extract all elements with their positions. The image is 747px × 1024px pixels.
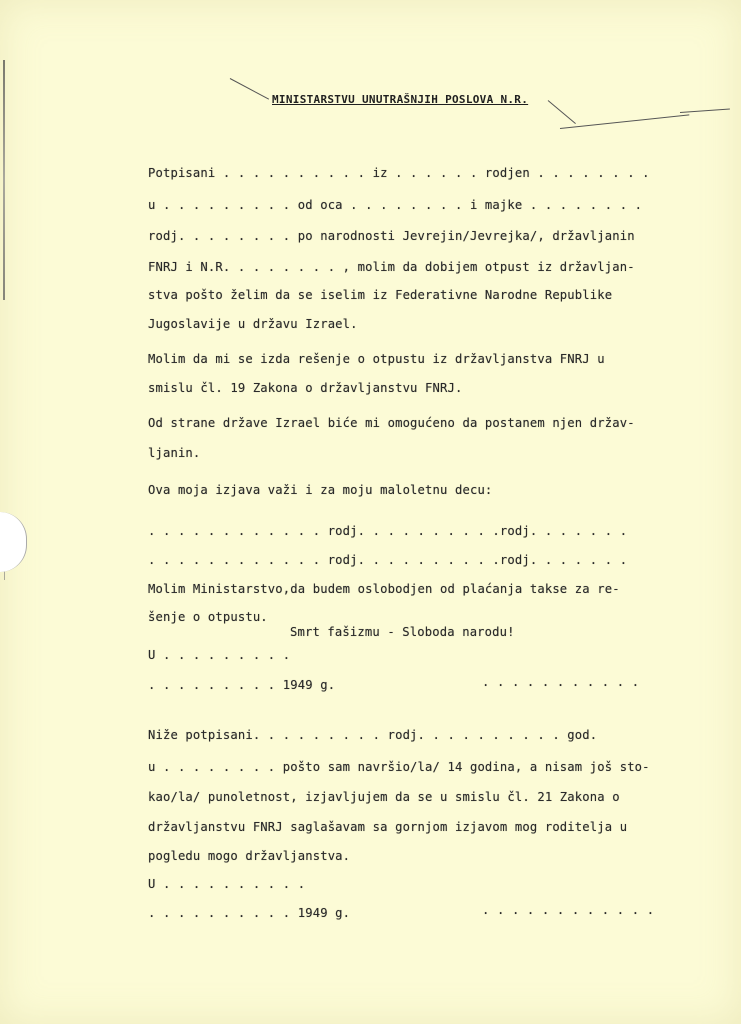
text-line: u . . . . . . . . pošto sam navršio/la/ 14 godina, a nisam još sto-	[148, 760, 650, 774]
text-line: Molim Ministarstvo,da budem oslobodjen od plaćanja takse za re-	[148, 582, 620, 596]
text-line: Jugoslavije u državu Izrael.	[148, 317, 358, 331]
pen-scratch	[680, 109, 730, 113]
text-line: Ova moja izjava važi i za moju maloletnu decu:	[148, 483, 493, 497]
signature-line: . . . . . . . . . . . .	[482, 903, 655, 917]
text-line: U . . . . . . . . . .	[148, 877, 306, 891]
document-heading: MINISTARSTVU UNUTRAŠNJIH POSLOVA N.R.	[272, 93, 529, 106]
text-line: . . . . . . . . . . . . rodj. . . . . . . . . .rodj. . . . . . .	[148, 524, 628, 538]
text-line: Potpisani . . . . . . . . . . iz . . . . . . rodjen . . . . . . . .	[148, 166, 650, 180]
text-line: ljanin.	[148, 446, 201, 460]
slogan: Smrt fašizmu - Sloboda narodu!	[290, 625, 515, 639]
pen-scratch	[230, 78, 269, 100]
text-line: Molim da mi se izda rešenje o otpustu iz državljanstva FNRJ u	[148, 352, 605, 366]
text-line: Niže potpisani. . . . . . . . . rodj. . . . . . . . . . god.	[148, 728, 598, 742]
page-edge-mark	[3, 60, 5, 300]
text-line: u . . . . . . . . . od oca . . . . . . . . i majke . . . . . . . .	[148, 198, 643, 212]
text-line: . . . . . . . . . . . . rodj. . . . . . . . . .rodj. . . . . . .	[148, 553, 628, 567]
text-line: kao/la/ punoletnost, izjavljujem da se u smislu čl. 21 Zakona o	[148, 790, 620, 804]
pen-scratch	[548, 100, 576, 124]
text-line: U . . . . . . . . .	[148, 648, 291, 662]
text-line: smislu čl. 19 Zakona o državljanstvu FNRJ.	[148, 381, 463, 395]
text-line: Od strane države Izrael biće mi omogućeno da postanem njen držav-	[148, 416, 635, 430]
text-line: šenje o otpustu.	[148, 610, 268, 624]
text-line: pogledu mogo državljanstva.	[148, 849, 351, 863]
text-line: državljanstvu FNRJ saglašavam sa gornjom izjavom mog roditelja u	[148, 820, 628, 834]
text-line: stva pošto želim da se iselim iz Federativne Narodne Republike	[148, 288, 613, 302]
text-line: FNRJ i N.R. . . . . . . . , molim da dobijem otpust iz državljan-	[148, 260, 635, 274]
date-line: . . . . . . . . . . 1949 g.	[148, 906, 351, 920]
page-tear	[0, 512, 27, 572]
pen-scratch	[560, 114, 689, 129]
date-line: . . . . . . . . . 1949 g.	[148, 678, 336, 692]
text-line: rodj. . . . . . . . po narodnosti Jevrejin/Jevrejka/, državljanin	[148, 229, 635, 243]
signature-line: . . . . . . . . . . .	[482, 675, 640, 689]
